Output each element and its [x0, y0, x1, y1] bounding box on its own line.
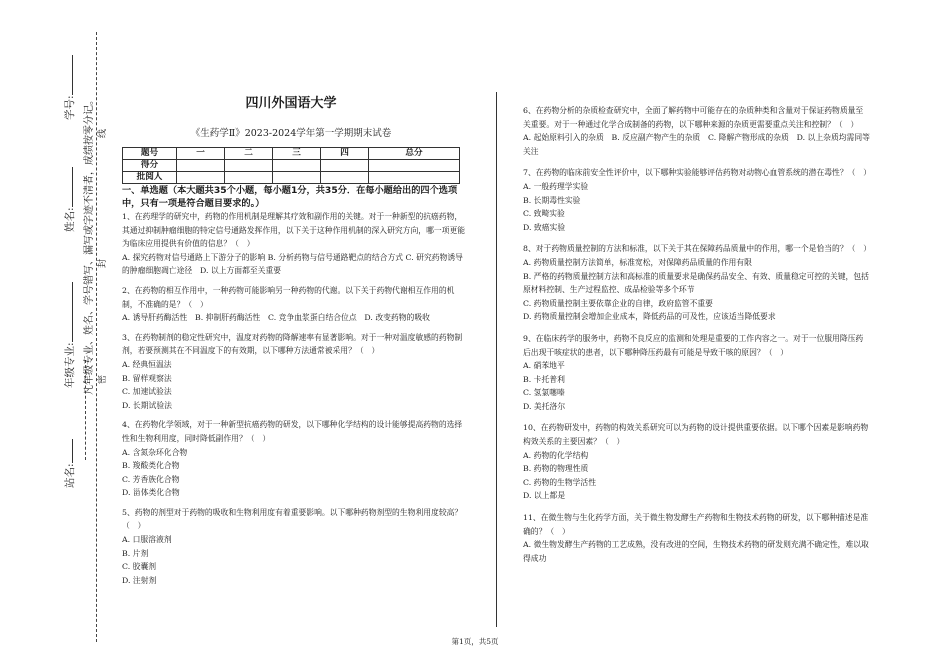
left-column	[122, 92, 466, 587]
question-option[interactable]: B. 片剂	[122, 548, 149, 558]
question-stem: 5、药物的剂型对于药物的吸收和生物利用度有着重要影响。以下哪种药物剂型的生物利用度较高？（ ）	[122, 507, 463, 531]
grader-cell[interactable]	[273, 172, 321, 184]
binding-notice	[80, 95, 95, 395]
question-stem: 3、在药物制剂的稳定性研究中，温度对药物的降解速率有显著影响。对于一种对温度敏感的药物制剂，若要预测其在不同温度下的有效期，以下哪种方法通常被采用？（ ）	[122, 332, 463, 356]
score-cell[interactable]	[225, 160, 273, 172]
score-header-cell: 一	[177, 148, 225, 160]
university-title: 四川外国语大学	[245, 96, 337, 111]
question-option[interactable]: D. 甾体类化合物	[122, 488, 180, 498]
question-stem: 2、在药物的相互作用中，一种药物可能影响另一种药物的代谢。以下关于药物代谢相互作用的机制，不准确的是？（ ）	[122, 285, 455, 309]
question-option[interactable]: D. 美托洛尔	[523, 401, 566, 411]
question-stem: 6、在药物分析的杂质检查研究中，全面了解药物中可能存在的杂质种类和含量对于保证药物质量至关重要。对于一种通过化学合成制备的药物，以下哪种来源的杂质更需要重点关注和控制？（ ）	[523, 106, 864, 129]
seal-mark-line: 线	[98, 128, 108, 138]
question-option[interactable]: A. 诱导肝药酶活性 B. 抑制肝药酶活性 C. 竞争血浆蛋白结合位点 D. 改变药物的吸收	[122, 313, 430, 323]
binding-strip	[0, 0, 118, 672]
student-id-text: 学号:	[64, 95, 76, 120]
question-1	[122, 210, 466, 278]
score-header-cell: 三	[273, 148, 321, 160]
question-stem: 4、在药物化学领域，对于一种新型抗癌药物的研发，以下哪种化学结构的设计能够提高药物的选择性和生物利用度，同时降低副作用？（ ）	[122, 420, 463, 443]
question-option[interactable]: C. 氢氯噻嗪	[523, 388, 565, 398]
score-table-header-row	[123, 148, 460, 160]
score-cell[interactable]	[177, 160, 225, 172]
score-table	[122, 147, 460, 184]
question-option[interactable]: C. 致畸实验	[523, 209, 565, 219]
question-11	[523, 511, 871, 565]
question-4	[122, 418, 466, 500]
column-divider	[496, 92, 497, 627]
question-5	[122, 506, 466, 588]
question-option[interactable]: A. 一般药理学实验	[523, 181, 589, 191]
question-option[interactable]: A. 经典恒温法	[122, 359, 172, 369]
question-stem: 11、在微生物与生化药学方面，关于微生物发酵生产药物和生物技术药物的研发，以下哪种描述是准确的？（ ）	[523, 513, 869, 536]
score-table-grader-row	[123, 172, 460, 184]
question-option[interactable]: A. 硝苯地平	[523, 361, 565, 371]
question-7	[523, 166, 871, 234]
question-option[interactable]: A. 探究药物对信号通路上下游分子的影响 B. 分析药物与信号通路靶点的结合方式 C. 研究药物诱导的肿瘤细胞凋亡途径 D. 以上方面都至关重要	[122, 252, 463, 276]
question-stem: 10、在药物研发中，药物的构效关系研究可以为药物的设计提供重要依据。以下哪个因素是影响药物构效关系的主要因素？（ ）	[523, 423, 869, 447]
question-option[interactable]: D. 注射剂	[122, 575, 157, 585]
grader-row-label: 批阅人	[123, 172, 177, 184]
question-option[interactable]: C. 芳香族化合物	[122, 474, 180, 484]
score-header-cell: 四	[321, 148, 369, 160]
question-option[interactable]: B. 长期毒性实验	[523, 195, 581, 205]
question-option[interactable]: C. 药物质量控制主要依靠企业的自律，政府监管不重要	[523, 298, 713, 308]
student-id-label	[62, 55, 77, 120]
score-row-label: 得分	[123, 160, 177, 172]
question-option[interactable]: D. 以上都是	[523, 491, 566, 501]
question-option[interactable]: B. 卡托普利	[523, 374, 565, 384]
binding-notice-text: 凡年级专业、姓名、学号错写、漏写或字迹不清者，成绩按零分记。	[84, 95, 95, 395]
grader-cell[interactable]	[225, 172, 273, 184]
grader-cell[interactable]	[369, 172, 460, 184]
question-option[interactable]: A. 微生物发酵生产药物的工艺成熟，没有改进的空间，生物技术药物的研发则充满不确定性，难以取得成功	[523, 540, 869, 563]
seal-mark-bottom: 密	[98, 374, 108, 384]
question-option[interactable]: B. 羧酸类化合物	[122, 461, 180, 471]
score-table-score-row	[123, 160, 460, 172]
question-stem: 7、在药物的临床前安全性评价中，以下哪种实验能够评估药物对动物心血管系统的潜在毒性？（ ）	[523, 168, 872, 178]
question-option[interactable]: C. 药物的生物学活性	[523, 477, 597, 487]
question-option[interactable]: C. 加速试验法	[122, 387, 172, 397]
question-stem: 8、对于药物质量控制的方法和标准，以下关于其在保障药品质量中的作用，哪一个是恰当的？（ ）	[523, 244, 872, 254]
grader-cell[interactable]	[321, 172, 369, 184]
score-cell[interactable]	[369, 160, 460, 172]
school-text: 站名:	[64, 463, 76, 488]
question-option[interactable]: C. 胶囊剂	[122, 562, 157, 572]
question-option[interactable]: A. 药物的化学结构	[523, 450, 589, 460]
question-option[interactable]: A. 起始原料引入的杂质 B. 反应副产物产生的杂质 C. 降解产物形成的杂质 D. 以上杂质均需同等关注	[523, 133, 870, 156]
score-header-cell: 二	[225, 148, 273, 160]
question-option[interactable]: A. 药物质量控制方法简单，标准宽松，对保障药品质量的作用有限	[523, 257, 752, 267]
question-option[interactable]: D. 长期试验法	[122, 400, 172, 410]
question-8	[523, 242, 871, 324]
page-footer: 第1页，共5页	[451, 637, 499, 646]
question-option[interactable]: B. 留样观察法	[122, 373, 172, 383]
student-name-label	[62, 167, 77, 232]
question-stem: 1、在药理学的研究中，药物的作用机制是理解其疗效和副作用的关键。对于一种新型的抗癌药物，其通过抑制肿瘤细胞的特定信号通路发挥作用，以下关于这种作用机制的深入研究方向，哪一项更能为临床应用提供有价值的信息？（ ）	[122, 212, 466, 249]
question-stem: 9、在临床药学的服务中，药物不良反应的监测和处理是重要的工作内容之一。对于一位服用降压药后出现干咳症状的患者，以下哪种降压药最有可能是导致干咳的原因？（ ）	[523, 333, 864, 357]
exam-title: 《生药学Ⅱ》2023-2024学年第一学期期末试卷	[190, 128, 392, 139]
school-label	[62, 439, 77, 488]
binding-dashed-line	[96, 32, 97, 642]
question-10	[523, 421, 871, 503]
class-major-text: 年级专业:	[64, 342, 76, 388]
question-option[interactable]: D. 致癌实验	[523, 222, 566, 232]
question-option[interactable]: A. 含氮杂环化合物	[122, 447, 188, 457]
question-3	[122, 331, 466, 413]
right-column	[523, 104, 871, 565]
question-option[interactable]: B. 严格的药物质量控制方法和高标准的质量要求是确保药品安全、有效、质量稳定可控的关键，包括原材料控制、生产过程监控、成品检验等多个环节	[523, 271, 869, 295]
score-header-cell: 总分	[369, 148, 460, 160]
question-option[interactable]: A. 口服溶液剂	[122, 535, 172, 545]
question-option[interactable]: D. 药物质量控制会增加企业成本，降低药品的可及性，应该适当降低要求	[523, 312, 776, 322]
seal-mark-top: 封	[98, 258, 108, 268]
question-2	[122, 284, 466, 325]
question-option[interactable]: B. 药物的物理性质	[523, 464, 589, 474]
section-heading: 一、单选题（本大题共35个小题，每小题1分，共35分．在每小题给出的四个选项中，只有一项是符合题目要求的。）	[122, 185, 458, 209]
score-cell[interactable]	[273, 160, 321, 172]
question-9	[523, 332, 871, 414]
class-major-label	[62, 282, 77, 388]
grader-cell[interactable]	[177, 172, 225, 184]
question-6	[523, 104, 871, 158]
score-cell[interactable]	[321, 160, 369, 172]
student-name-text: 姓名:	[64, 207, 76, 232]
score-header-cell: 题号	[123, 148, 177, 160]
